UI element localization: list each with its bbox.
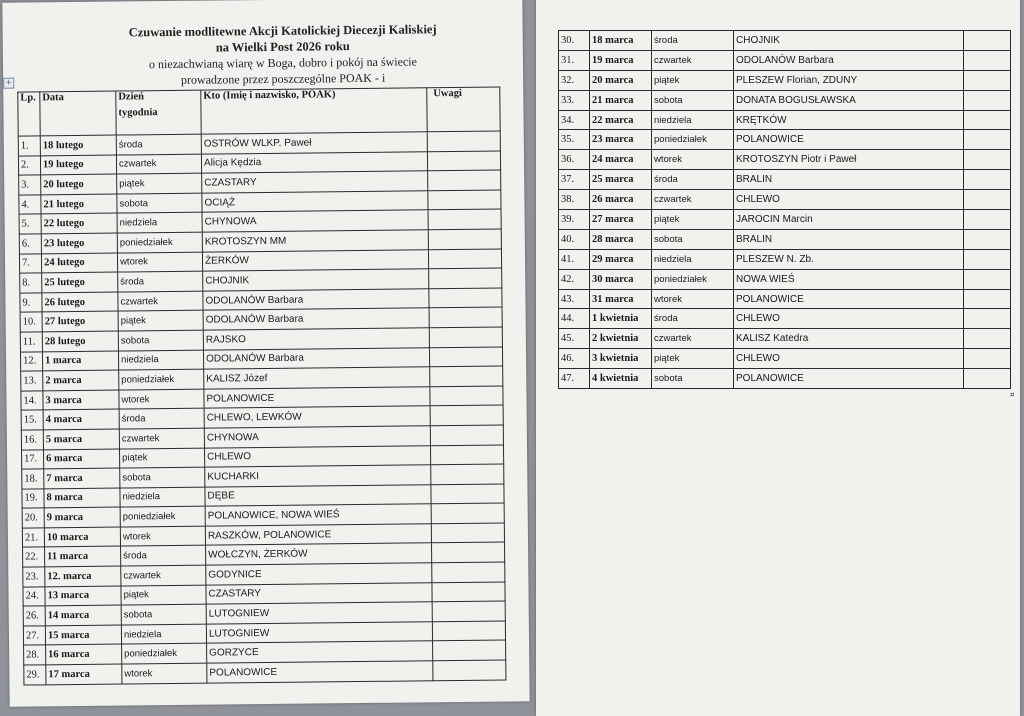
row-date-cell: 27 marca <box>590 210 652 230</box>
row-notes-cell <box>964 70 1011 90</box>
row-notes-cell <box>433 660 506 680</box>
row-date-cell: 26 marca <box>590 190 652 210</box>
row-lp-cell: 14. <box>21 391 43 411</box>
row-day-cell: poniedziałek <box>120 506 205 526</box>
table-row <box>559 269 1011 289</box>
row-date-cell: 4 kwietnia <box>590 369 652 389</box>
column-header-kto: Kto (Imię i nazwisko, POAK) <box>201 88 427 134</box>
row-who-cell: JAROCIN Marcin <box>734 210 964 230</box>
row-who-cell: KROTOSZYN Piotr i Paweł <box>734 150 964 170</box>
column-header-uwagi: Uwagi <box>427 87 500 132</box>
row-date-cell: 1 marca <box>42 351 118 371</box>
row-who-cell: RAJSKO <box>203 328 429 350</box>
row-lp-cell: 6. <box>19 234 41 254</box>
row-who-cell: PLESZEW Florian, ZDUNY <box>734 70 964 90</box>
row-lp-cell: 39. <box>559 210 590 230</box>
row-who-cell: NOWA WIEŚ <box>734 269 964 289</box>
row-who-cell: KRĘTKÓW <box>734 110 964 130</box>
table-move-handle-icon[interactable]: + <box>3 78 14 89</box>
row-day-cell: sobota <box>118 330 203 350</box>
row-date-cell: 5 marca <box>43 429 119 449</box>
row-who-cell: CHYNOWA <box>204 426 430 448</box>
row-notes-cell <box>964 150 1011 170</box>
row-notes-cell <box>964 31 1011 51</box>
row-date-cell: 25 marca <box>590 170 652 190</box>
row-lp-cell: 5. <box>19 214 41 234</box>
row-notes-cell <box>964 329 1011 349</box>
document-page-left <box>2 0 529 707</box>
row-lp-cell: 43. <box>559 289 590 309</box>
row-who-cell: POLANOWICE <box>734 369 964 389</box>
row-date-cell: 1 kwietnia <box>590 309 652 329</box>
row-who-cell: CHLEWO, LEWKÓW <box>204 406 430 428</box>
row-day-cell: piątek <box>117 173 202 193</box>
table-row <box>559 210 1011 230</box>
row-date-cell: 17 marca <box>46 664 122 684</box>
row-day-cell: czwartek <box>119 428 204 448</box>
row-who-cell: CZASTARY <box>202 171 428 193</box>
row-notes-cell <box>964 349 1011 369</box>
row-date-cell: 27 lutego <box>42 311 118 331</box>
row-lp-cell: 35. <box>559 130 590 150</box>
row-lp-cell: 20. <box>22 508 44 528</box>
table-row <box>559 289 1011 309</box>
row-lp-cell: 42. <box>559 269 590 289</box>
row-notes-cell <box>964 289 1011 309</box>
row-notes-cell <box>964 249 1011 269</box>
row-who-cell: RASZKÓW, POLANOWICE <box>205 524 431 546</box>
row-notes-cell <box>429 327 502 347</box>
row-lp-cell: 10. <box>20 312 42 332</box>
row-notes-cell <box>428 209 501 229</box>
row-lp-cell: 9. <box>20 293 42 313</box>
row-lp-cell: 33. <box>559 90 590 110</box>
row-lp-cell: 27. <box>23 626 45 646</box>
row-day-cell: środa <box>652 31 734 51</box>
row-date-cell: 6 marca <box>44 449 120 469</box>
row-notes-cell <box>964 110 1011 130</box>
row-date-cell: 19 lutego <box>40 155 116 175</box>
row-who-cell: ŻERKÓW <box>202 249 428 271</box>
row-day-cell: środa <box>118 271 203 291</box>
row-day-cell: czwartek <box>652 50 734 70</box>
row-day-cell: wtorek <box>119 389 204 409</box>
row-notes-cell <box>428 190 501 210</box>
row-notes-cell <box>429 307 502 327</box>
row-date-cell: 26 lutego <box>42 292 118 312</box>
row-day-cell: poniedziałek <box>119 369 204 389</box>
row-date-cell: 7 marca <box>44 468 120 488</box>
row-day-cell: środa <box>652 309 734 329</box>
row-lp-cell: 22. <box>23 547 45 567</box>
row-day-cell: środa <box>652 170 734 190</box>
row-notes-cell <box>964 309 1011 329</box>
row-date-cell: 30 marca <box>590 269 652 289</box>
row-lp-cell: 1. <box>18 136 40 156</box>
row-date-cell: 25 lutego <box>42 272 118 292</box>
row-date-cell: 21 lutego <box>41 194 117 214</box>
row-day-cell: poniedziałek <box>652 269 734 289</box>
row-notes-cell <box>432 621 505 641</box>
row-day-cell: poniedziałek <box>117 232 202 252</box>
row-date-cell: 20 marca <box>590 70 652 90</box>
row-date-cell: 28 lutego <box>42 331 118 351</box>
row-date-cell: 18 marca <box>590 31 652 51</box>
row-date-cell: 8 marca <box>44 488 120 508</box>
row-who-cell: OCIĄŻ <box>202 191 428 213</box>
row-date-cell: 23 lutego <box>41 233 117 253</box>
row-notes-cell <box>430 366 503 386</box>
row-date-cell: 3 marca <box>43 390 119 410</box>
table-row <box>559 349 1011 369</box>
row-lp-cell: 17. <box>22 449 44 469</box>
row-notes-cell <box>964 170 1011 190</box>
row-day-cell: wtorek <box>652 289 734 309</box>
row-day-cell: sobota <box>120 467 205 487</box>
row-who-cell: KUCHARKI <box>205 465 431 487</box>
row-date-cell: 11 marca <box>45 547 121 567</box>
row-who-cell: BRALIN <box>734 229 964 249</box>
row-who-cell: CHLEWO <box>734 190 964 210</box>
row-who-cell: ODOLANÓW Barbara <box>203 347 429 369</box>
row-notes-cell <box>429 347 502 367</box>
row-who-cell: LUTOGNIEW <box>206 602 432 624</box>
row-notes-cell <box>432 542 505 562</box>
row-day-cell: wtorek <box>120 526 205 546</box>
table-row <box>559 329 1011 349</box>
row-day-cell: sobota <box>652 369 734 389</box>
row-lp-cell: 40. <box>559 229 590 249</box>
row-notes-cell <box>431 464 504 484</box>
row-notes-cell <box>433 640 506 660</box>
table-row <box>559 190 1011 210</box>
table-row <box>559 369 1011 389</box>
row-date-cell: 4 marca <box>43 409 119 429</box>
row-who-cell: GORZYCE <box>207 641 433 663</box>
row-date-cell: 9 marca <box>44 507 120 527</box>
row-day-cell: niedziela <box>652 110 734 130</box>
row-day-cell: niedziela <box>652 249 734 269</box>
row-who-cell: DĘBE <box>205 484 431 506</box>
row-date-cell: 22 marca <box>590 110 652 130</box>
row-lp-cell: 16. <box>21 430 43 450</box>
row-day-cell: piątek <box>652 349 734 369</box>
row-lp-cell: 45. <box>559 329 590 349</box>
table-row <box>559 50 1011 70</box>
row-notes-cell <box>964 369 1011 389</box>
row-date-cell: 10 marca <box>44 527 120 547</box>
row-notes-cell <box>964 130 1011 150</box>
table-row <box>559 70 1011 90</box>
table-row <box>559 229 1011 249</box>
row-lp-cell: 31. <box>559 50 590 70</box>
row-lp-cell: 3. <box>19 175 41 195</box>
row-date-cell: 19 marca <box>590 50 652 70</box>
row-lp-cell: 37. <box>559 170 590 190</box>
row-day-cell: czwartek <box>116 154 201 174</box>
row-day-cell: czwartek <box>652 329 734 349</box>
column-header-data: Data <box>40 91 116 136</box>
row-who-cell: BRALIN <box>734 170 964 190</box>
row-day-cell: piątek <box>120 448 205 468</box>
row-who-cell: CHYNOWA <box>202 210 428 232</box>
row-lp-cell: 11. <box>20 332 42 352</box>
row-notes-cell <box>430 425 503 445</box>
row-lp-cell: 46. <box>559 349 590 369</box>
row-who-cell: CHLEWO <box>204 445 430 467</box>
schedule-body-right <box>559 31 1011 389</box>
row-lp-cell: 13. <box>21 371 43 391</box>
row-day-cell: niedziela <box>117 213 202 233</box>
row-who-cell: ODOLANÓW Barbara <box>734 50 964 70</box>
schedule-body-left <box>18 131 506 685</box>
row-lp-cell: 12. <box>20 351 42 371</box>
row-day-cell: wtorek <box>117 252 202 272</box>
row-date-cell: 23 marca <box>590 130 652 150</box>
row-day-cell: czwartek <box>118 291 203 311</box>
row-who-cell: ODOLANÓW Barbara <box>203 308 429 330</box>
row-who-cell: POLANOWICE <box>207 661 433 683</box>
row-notes-cell <box>432 601 505 621</box>
row-day-cell: środa <box>116 134 201 154</box>
row-who-cell: LUTOGNIEW <box>206 622 432 644</box>
row-who-cell: WOŁCZYN, ŻERKÓW <box>206 543 432 565</box>
row-day-cell: środa <box>119 408 204 428</box>
row-lp-cell: 24. <box>23 586 45 606</box>
row-lp-cell: 44. <box>559 309 590 329</box>
table-row <box>559 31 1011 51</box>
row-notes-cell <box>964 50 1011 70</box>
schedule-table-right <box>558 30 1011 389</box>
document-title-line2: na Wielki Post 2026 roku <box>215 39 350 55</box>
row-lp-cell: 18. <box>22 469 44 489</box>
row-day-cell: niedziela <box>121 624 206 644</box>
document-subtitle-line1: o niezachwianą wiarę w Boga, dobro i pokój na świecie <box>148 54 417 72</box>
row-date-cell: 15 marca <box>45 625 121 645</box>
document-page-right <box>536 0 1020 716</box>
row-who-cell: CHLEWO <box>734 309 964 329</box>
row-notes-cell <box>430 386 503 406</box>
row-day-cell: wtorek <box>122 663 207 683</box>
row-who-cell: OSTRÓW WLKP. Paweł <box>201 132 427 154</box>
row-who-cell: CHOJNIK <box>203 269 429 291</box>
row-lp-cell: 7. <box>19 253 41 273</box>
row-notes-cell <box>431 484 504 504</box>
row-day-cell: piątek <box>652 70 734 90</box>
table-row <box>559 130 1011 150</box>
row-who-cell: DONATA BOGUSŁAWSKA <box>734 90 964 110</box>
row-notes-cell <box>429 268 502 288</box>
row-who-cell: ODOLANÓW Barbara <box>203 289 429 311</box>
row-date-cell: 31 marca <box>590 289 652 309</box>
row-date-cell: 28 marca <box>590 229 652 249</box>
row-notes-cell <box>432 562 505 582</box>
row-notes-cell <box>428 249 501 269</box>
row-date-cell: 22 lutego <box>41 213 117 233</box>
row-day-cell: czwartek <box>121 565 206 585</box>
row-date-cell: 2 marca <box>43 370 119 390</box>
row-date-cell: 14 marca <box>45 605 121 625</box>
row-notes-cell <box>964 210 1011 230</box>
row-date-cell: 20 lutego <box>41 174 117 194</box>
row-day-cell: piątek <box>118 311 203 331</box>
row-notes-cell <box>430 445 503 465</box>
column-header-dzien: Dzień tygodnia <box>116 90 201 135</box>
row-notes-cell <box>431 503 504 523</box>
row-lp-cell: 36. <box>559 150 590 170</box>
row-who-cell: CHLEWO <box>734 349 964 369</box>
row-day-cell: niedziela <box>118 350 203 370</box>
row-date-cell: 18 lutego <box>40 135 116 155</box>
row-who-cell: POLANOWICE <box>204 387 430 409</box>
row-lp-cell: 8. <box>20 273 42 293</box>
row-notes-cell <box>430 405 503 425</box>
row-notes-cell <box>431 523 504 543</box>
row-who-cell: KALISZ Katedra <box>734 329 964 349</box>
column-header-lp: Lp. <box>18 92 40 136</box>
row-day-cell: czwartek <box>652 190 734 210</box>
row-day-cell: sobota <box>117 193 202 213</box>
table-row <box>559 90 1011 110</box>
row-lp-cell: 15. <box>21 410 43 430</box>
row-lp-cell: 2. <box>18 155 40 175</box>
schedule-table-left <box>17 87 506 686</box>
row-who-cell: CZASTARY <box>206 582 432 604</box>
row-date-cell: 24 marca <box>590 150 652 170</box>
table-row <box>559 150 1011 170</box>
row-notes-cell <box>428 170 501 190</box>
row-who-cell: POLANOWICE, NOWA WIEŚ <box>205 504 431 526</box>
row-lp-cell: 38. <box>559 190 590 210</box>
document-subtitle-line2: prowadzone przez poszczególne POAK - i <box>180 70 386 87</box>
row-lp-cell: 28. <box>24 645 46 665</box>
table-end-marker-icon: ¤ <box>1010 391 1015 399</box>
row-day-cell: sobota <box>652 229 734 249</box>
row-lp-cell: 32. <box>559 70 590 90</box>
row-lp-cell: 29. <box>24 665 46 685</box>
row-lp-cell: 23. <box>23 567 45 587</box>
row-lp-cell: 34. <box>559 110 590 130</box>
row-notes-cell <box>964 90 1011 110</box>
row-date-cell: 12. marca <box>45 566 121 586</box>
row-date-cell: 21 marca <box>590 90 652 110</box>
row-lp-cell: 19. <box>22 489 44 509</box>
row-date-cell: 16 marca <box>46 644 122 664</box>
row-day-cell: piątek <box>652 210 734 230</box>
row-day-cell: środa <box>121 546 206 566</box>
row-day-cell: sobota <box>652 90 734 110</box>
row-day-cell: piątek <box>121 585 206 605</box>
row-date-cell: 3 kwietnia <box>590 349 652 369</box>
row-who-cell: GODYNICE <box>206 563 432 585</box>
table-row <box>24 660 506 685</box>
row-lp-cell: 41. <box>559 249 590 269</box>
row-who-cell: KROTOSZYN MM <box>202 230 428 252</box>
table-row <box>559 249 1011 269</box>
table-row <box>559 110 1011 130</box>
row-notes-cell <box>432 582 505 602</box>
row-day-cell: niedziela <box>120 487 205 507</box>
row-notes-cell <box>964 190 1011 210</box>
row-day-cell: poniedziałek <box>652 130 734 150</box>
row-notes-cell <box>427 131 500 151</box>
row-notes-cell <box>427 151 500 171</box>
row-who-cell: PLESZEW N. Zb. <box>734 249 964 269</box>
row-lp-cell: 26. <box>23 606 45 626</box>
row-notes-cell <box>964 229 1011 249</box>
row-day-cell: sobota <box>121 604 206 624</box>
row-day-cell: poniedziałek <box>122 644 207 664</box>
row-lp-cell: 47. <box>559 369 590 389</box>
row-who-cell: CHOJNIK <box>734 31 964 51</box>
row-lp-cell: 21. <box>22 528 44 548</box>
row-day-cell: wtorek <box>652 150 734 170</box>
row-notes-cell <box>964 269 1011 289</box>
document-title-line1: Czuwanie modlitewne Akcji Katolickiej Diecezji Kaliskiej <box>128 22 437 40</box>
row-date-cell: 29 marca <box>590 249 652 269</box>
row-who-cell: KALISZ Józef <box>204 367 430 389</box>
table-row <box>559 309 1011 329</box>
row-date-cell: 24 lutego <box>41 253 117 273</box>
row-notes-cell <box>428 229 501 249</box>
row-date-cell: 13 marca <box>45 586 121 606</box>
row-lp-cell: 30. <box>559 31 590 51</box>
table-row <box>559 170 1011 190</box>
row-who-cell: Alicja Kędzia <box>201 151 427 173</box>
row-notes-cell <box>429 288 502 308</box>
row-who-cell: POLANOWICE <box>734 130 964 150</box>
row-lp-cell: 4. <box>19 195 41 215</box>
row-date-cell: 2 kwietnia <box>590 329 652 349</box>
row-who-cell: POLANOWICE <box>734 289 964 309</box>
